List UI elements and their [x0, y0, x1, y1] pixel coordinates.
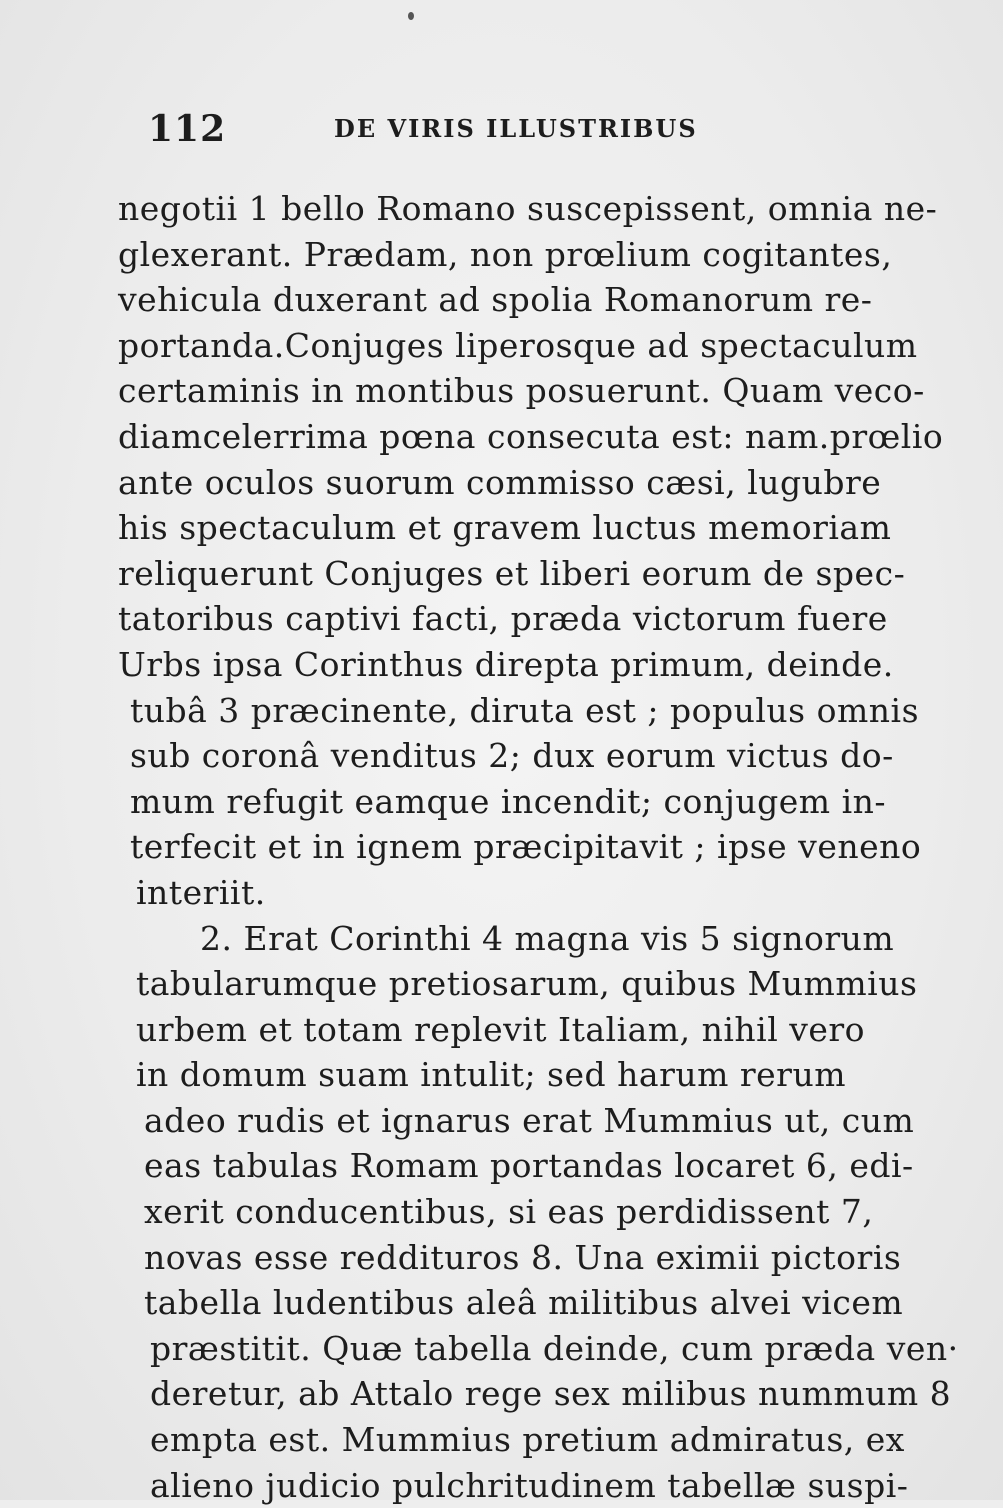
text-line: adeo rudis et ignarus erat Mummius ut, cum — [144, 1100, 915, 1140]
text-line: mum refugit eamque incendit; conjugem in- — [130, 781, 887, 821]
text-line: portanda.Conjuges liperosque ad spectaculum — [118, 325, 918, 365]
text-line: in domum suam intulit; sed harum rerum — [136, 1055, 847, 1095]
text-line: præstitit. Quæ tabella deinde, cum præda ven· — [150, 1328, 959, 1368]
text-line: diamcelerrima pœna consecuta est: nam.prœlio — [118, 416, 944, 456]
text-line: urbem et totam replevit Italiam, nihil vero — [136, 1009, 866, 1049]
text-line: vehicula duxerant ad spolia Romanorum re- — [118, 280, 873, 320]
text-line: reliquerunt Conjuges et liberi eorum de spec- — [118, 553, 906, 593]
text-line: certaminis in montibus posuerunt. Quam veco- — [118, 371, 925, 411]
text-line: eas tabulas Romam portandas locaret 6, edi- — [144, 1146, 914, 1186]
text-line: tabularumque pretiosarum, quibus Mummius — [136, 964, 918, 1004]
text-line: terfecit et in ignem præcipitavit ; ipse veneno — [130, 827, 922, 867]
text-line: sub coronâ venditus 2; dux eorum victus do- — [130, 736, 894, 776]
ink-speck — [408, 12, 414, 20]
text-line: alieno judicio pulchritudinem tabellæ suspi- — [150, 1465, 909, 1505]
text-line: interiit. — [136, 872, 266, 912]
text-line: tabella ludentibus aleâ militibus alvei vicem — [144, 1283, 904, 1323]
text-line: Urbs ipsa Corinthus direpta primum, deinde. — [118, 644, 894, 684]
text-line: xerit conducentibus, si eas perdidissent 7, — [144, 1192, 874, 1232]
text-line: deretur, ab Attalo rege sex milibus nummum 8 — [150, 1374, 952, 1414]
text-line: empta est. Mummius pretium admiratus, ex — [150, 1420, 905, 1460]
text-line: ante oculos suorum commisso cæsi, lugubre — [118, 462, 882, 502]
page-number: 112 — [148, 108, 227, 150]
running-title: DE VIRIS ILLUSTRIBUS — [334, 114, 698, 143]
text-line: tubâ 3 præcinente, diruta est ; populus omnis — [130, 690, 920, 730]
paragraph-start-line: 2. Erat Corinthi 4 magna vis 5 signorum — [200, 918, 895, 958]
body-text — [118, 186, 959, 1508]
text-line: glexerant. Prædam, non prœlium cogitantes, — [118, 234, 893, 274]
text-line: his spectaculum et gravem luctus memoriam — [118, 508, 892, 548]
page-header — [148, 108, 748, 154]
text-line: tatoribus captivi facti, præda victorum fuere — [118, 599, 888, 639]
text-line: negotii 1 bello Romano suscepissent, omnia ne- — [118, 189, 938, 228]
text-line: novas esse reddituros 8. Una eximii pictoris — [144, 1237, 902, 1277]
